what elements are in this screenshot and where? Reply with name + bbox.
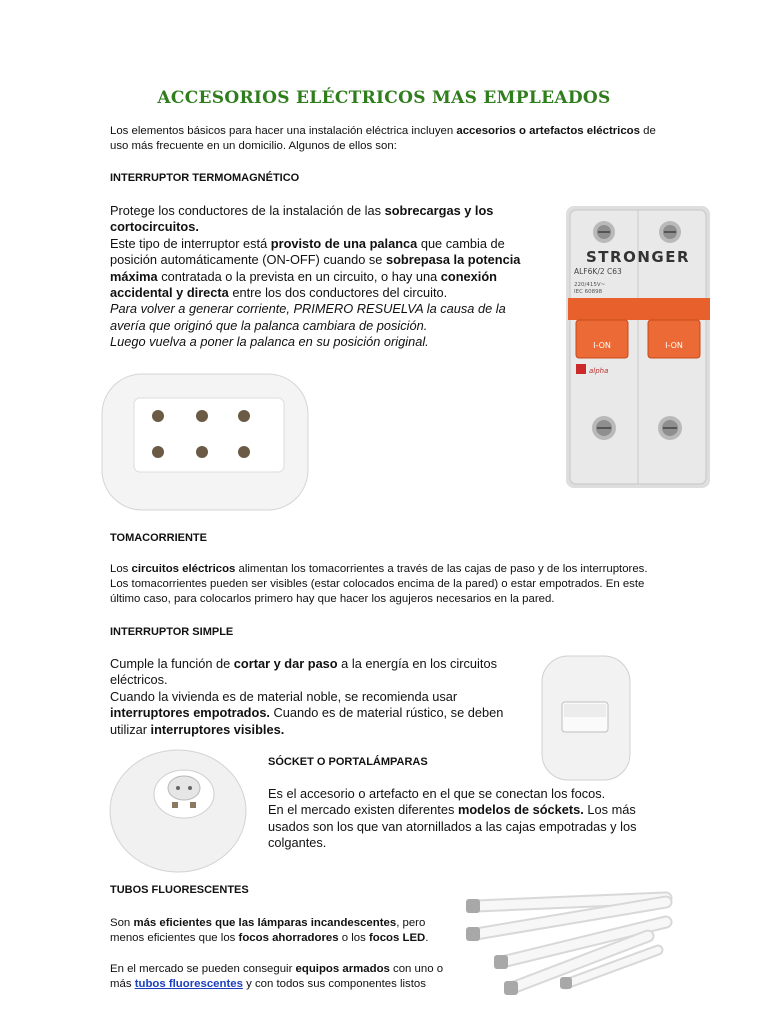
breaker-spec-iec: IEC 60898 — [574, 289, 603, 295]
breaker-on-label-right: I-ON — [665, 341, 683, 350]
tubos-fluorescentes-link[interactable]: tubos fluorescentes — [134, 978, 243, 990]
section-heading-socket: SÓCKET O PORTALÁMPARAS — [268, 756, 428, 768]
tubos-text-1: Son más eficientes que las lámparas incandescentes, pero menos eficientes que los focos ahorradores o los focos LED. — [110, 917, 429, 944]
intro-paragraph: Los elementos básicos para hacer una instalación eléctrica incluyen accesorios o artefactos eléctricos de uso más frecuente en un domicilio. Algunos de ellos son: — [110, 125, 656, 152]
simple-switch-image — [540, 654, 632, 782]
section-heading-tubos: TUBOS FLUORESCENTES — [110, 884, 249, 896]
breaker-spec-voltage: 220/415V~ — [574, 282, 606, 288]
breaker-brand: STRONGER — [586, 248, 690, 266]
page-title: ACCESORIOS ELÉCTRICOS MAS EMPLEADOS — [157, 88, 611, 108]
interruptor-simple-text: Cumple la función de cortar y dar paso a la energía en los circuitos eléctricos. Cuando la vivienda es de material noble, se recomienda usar interruptores empotrados. Cuando es de material rústico, se deben utilizar interruptores visibles. — [110, 656, 504, 737]
termomagnetico-text: Protege los conductores de la instalación de las sobrecargas y los cortocircuitos. Este tipo de interruptor está provisto de una palanca que cambia de posición automáticamente (ON-OFF) cuando se sobrepasa la potencia máxima contratada o la prevista en un circuito, o hay una conexión accidental y directa entre los dos conductores del circuito. Para volver a generar corriente, PRIMERO RESUELVA la causa de la avería que originó que la palanca cambiara de posición. Luego vuelva a poner la palanca en su posición original. — [110, 203, 521, 350]
section-heading-termomagnetico: INTERRUPTOR TERMOMAGNÉTICO — [110, 172, 300, 184]
tubos-text-2: En el mercado se pueden conseguir equipos armados con uno o más tubos fluorescentes y con todos sus componentes listos — [110, 963, 444, 990]
fluorescent-tubes-image — [462, 888, 678, 1004]
section-heading-interruptor-simple: INTERRUPTOR SIMPLE — [110, 626, 234, 638]
breaker-on-label-left: I-ON — [593, 341, 611, 350]
outlet-image — [100, 372, 310, 512]
breaker-model: ALF6K/2 C63 — [574, 267, 622, 276]
socket-image — [108, 748, 248, 874]
socket-text: Es el accesorio o artefacto en el que se conectan los focos. En el mercado existen diferentes modelos de sóckets. Los más usados son los que van atornillados a las cajas empotradas y los colgantes. — [268, 786, 637, 851]
section-heading-tomacorriente: TOMACORRIENTE — [110, 532, 207, 544]
termomagnetic-breaker-image — [562, 206, 716, 488]
tomacorriente-text: Los circuitos eléctricos alimentan los tomacorrientes a través de las cajas de paso y de los interruptores. Los tomacorrientes pueden ser visibles (estar colocados encima de la pared) o estar empotrados. En este último caso, para colocarlos primero hay que hacer los agujeros necesarios en la pared. — [110, 563, 648, 605]
breaker-logo: alpha — [589, 367, 609, 375]
